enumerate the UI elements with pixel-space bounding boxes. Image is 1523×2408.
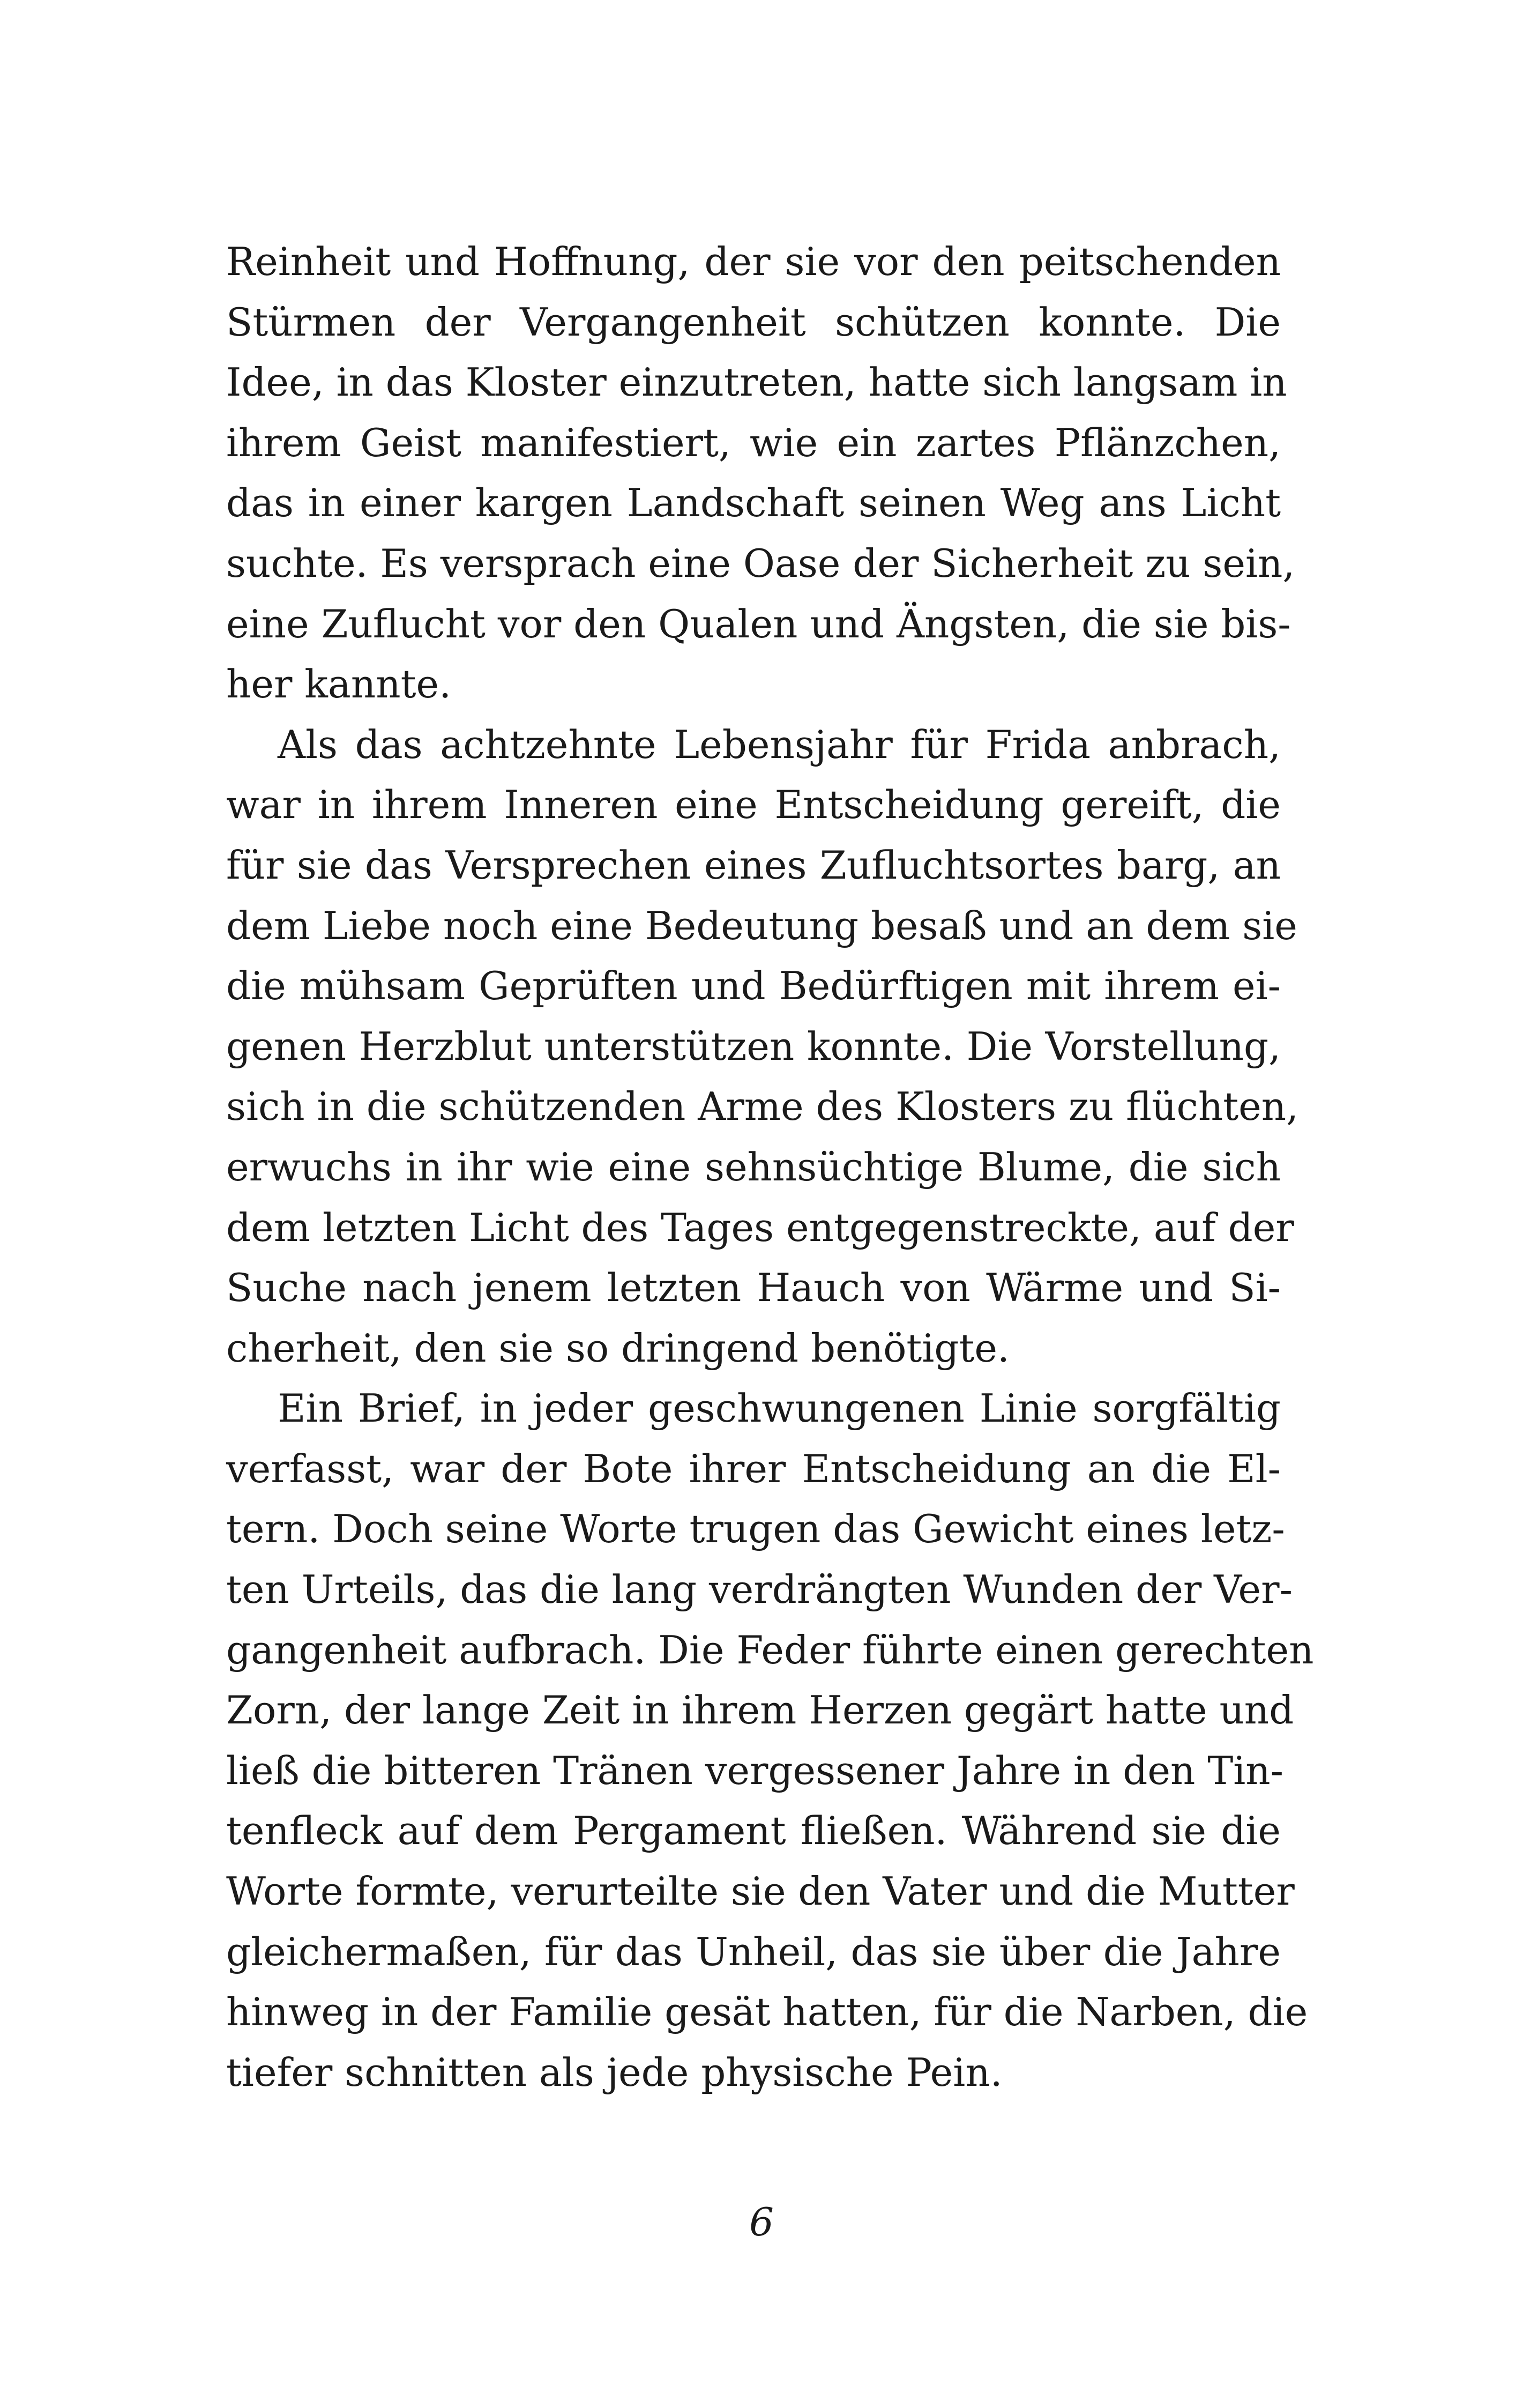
text-line: für sie das Versprechen eines Zufluchtsortes barg, an [226,842,1281,888]
text-line: Ein Brief, in jeder geschwungenen Linie sorgfältig [278,1386,1281,1431]
text-line: verfasst, war der Bote ihrer Entscheidung an die El- [226,1446,1281,1491]
text-line: tern. Doch seine Worte trugen das Gewicht eines letz- [226,1506,1285,1552]
text-line: sich in die schützenden Arme des Klosters zu flüchten, [226,1084,1298,1129]
text-line: Zorn, der lange Zeit in ihrem Herzen gegärt hatte und [226,1688,1294,1733]
text-line: Idee, in das Kloster einzutreten, hatte sich langsam in [226,360,1287,405]
text-line: Reinheit und Hoffnung, der sie vor den peitschenden [226,239,1281,284]
text-line: hinweg in der Familie gesät hatten, für die Narben, die [226,1989,1308,2035]
text-line: dem letzten Licht des Tages entgegenstreckte, auf der [226,1205,1294,1250]
text-line: Als das achtzehnte Lebensjahr für Frida anbrach, [278,722,1281,767]
text-line: war in ihrem Inneren eine Entscheidung gereift, die [226,782,1281,828]
text-line: Stürmen der Vergangenheit schützen konnte. Die [226,299,1281,345]
text-line: cherheit, den sie so dringend benötigte. [226,1325,1010,1371]
text-line: tiefer schnitten als jede physische Pein. [226,2049,1003,2095]
text-line: ihrem Geist manifestiert, wie ein zartes Pflänzchen, [226,420,1281,465]
text-line: Worte formte, verurteilte sie den Vater und die Mutter [226,1869,1295,1914]
text-line: das in einer kargen Landschaft seinen Weg ans Licht [226,480,1281,526]
text-line: genen Herzblut unterstützen konnte. Die Vorstellung, [226,1023,1281,1069]
text-line: die mühsam Geprüften und Bedürftigen mit ihrem ei- [226,963,1281,1009]
text-line: suchte. Es versprach eine Oase der Sicherheit zu sein, [226,540,1295,586]
text-line: her kannte. [226,662,452,707]
text-line: gleichermaßen, für das Unheil, das sie über die Jahre [226,1929,1281,1974]
text-line: eine Zuflucht vor den Qualen und Ängsten, die sie bis- [226,601,1291,646]
page-number: 6 [749,2199,774,2245]
text-line: ließ die bitteren Tränen vergessener Jahre in den Tin- [226,1748,1284,1793]
text-line: erwuchs in ihr wie eine sehnsüchtige Blume, die sich [226,1144,1281,1190]
text-line: gangenheit aufbrach. Die Feder führte einen gerechten [226,1627,1314,1673]
body-text [226,232,1314,2102]
text-line: tenfleck auf dem Pergament fließen. Während sie die [226,1808,1281,1854]
text-line: ten Urteils, das die lang verdrängten Wunden der Ver- [226,1567,1293,1612]
text-line: dem Liebe noch eine Bedeutung besaß und an dem sie [226,903,1297,948]
text-line: Suche nach jenem letzten Hauch von Wärme und Si- [226,1265,1281,1311]
